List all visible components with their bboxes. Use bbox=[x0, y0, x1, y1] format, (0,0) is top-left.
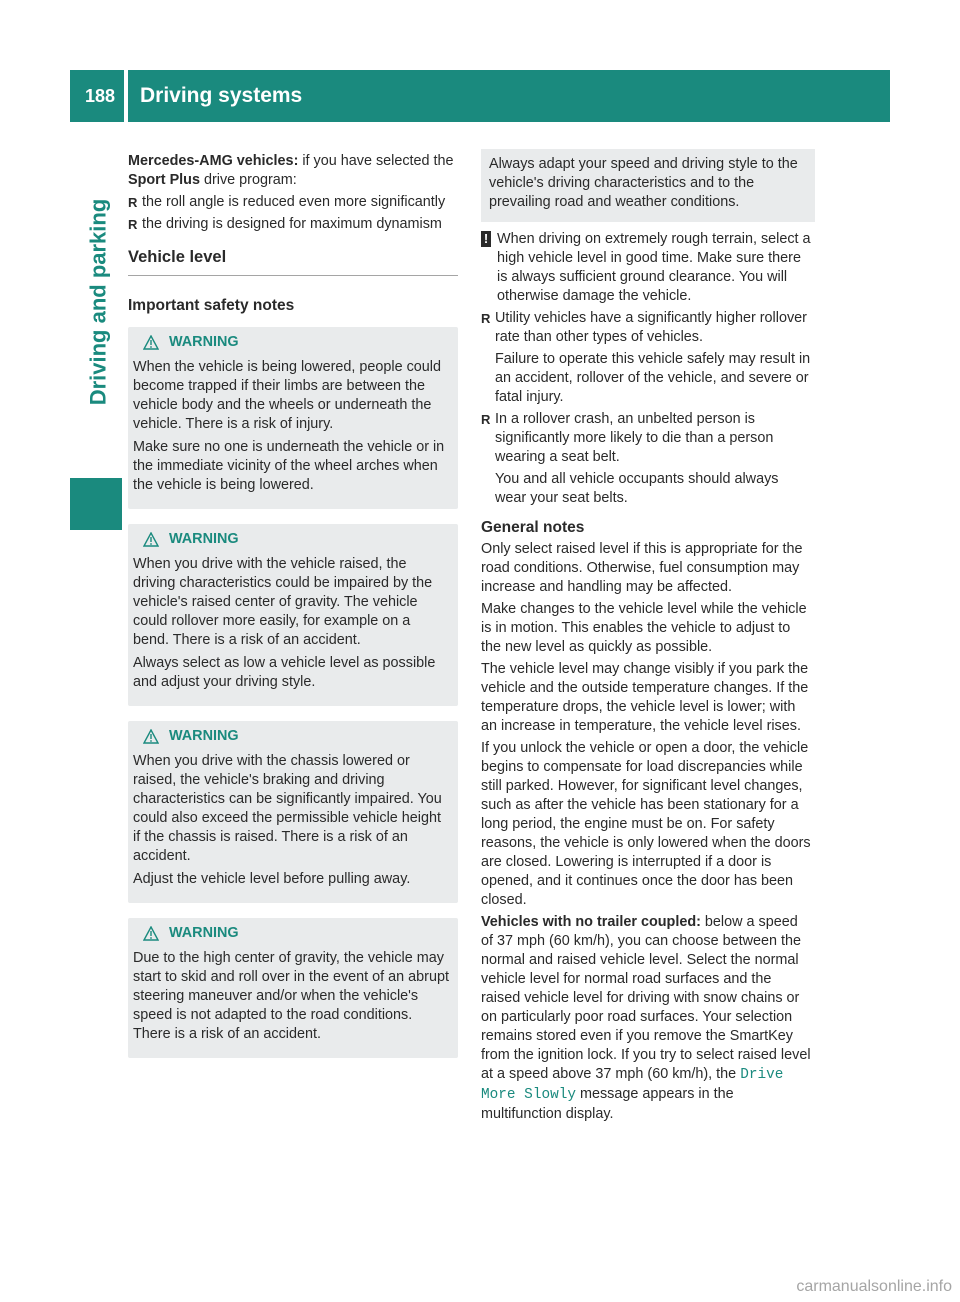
trailer-paragraph: Vehicles with no trailer coupled: below a speed of 37 mph (60 km/h), you can choose between the normal and raised vehicle level. Select the normal vehicle level for normal road surfaces and the raised vehicle level for driving with snow chains or on particularly poor road surfaces. Your selection remains stored even if you remove the SmartKey from the ignition lock. If you try to select raised level at a speed above 37 mph (60 km/h), the Drive More Slowly message appears in the multifunction display. bbox=[481, 914, 811, 1122]
warning-triangle-icon bbox=[143, 335, 159, 350]
side-tab-square bbox=[70, 478, 122, 530]
warning-box bbox=[128, 918, 458, 1058]
side-tab bbox=[72, 132, 124, 472]
warning-triangle-icon bbox=[143, 729, 159, 744]
warning-text: When you drive with the chassis lowered or raised, the vehicle's braking and driving characteristics can be significantly impaired. You could also exceed the permissible vehicle height if the chassis is raised. There is a risk of an accident. bbox=[133, 753, 442, 864]
right-column bbox=[481, 152, 811, 1127]
section-title: Driving systems bbox=[140, 84, 303, 107]
warning-text: Due to the high center of gravity, the vehicle may start to skid and roll over in the event of an abrupt steering maneuver and/or when the vehicle's speed is not adapted to the road conditions. There is a risk of an accident. bbox=[133, 950, 449, 1042]
display-message: Drive More Slowly bbox=[481, 1067, 784, 1103]
warning-title: WARNING bbox=[169, 334, 239, 350]
vehicle-level-heading: Vehicle level bbox=[128, 248, 458, 276]
warning-text: When the vehicle is being lowered, people could become trapped if their limbs are between the vehicle body and the wheels or underneath the vehicle. There is a risk of injury. bbox=[133, 359, 441, 432]
warning-box bbox=[128, 524, 458, 706]
watermark: carmanualsonline.info bbox=[796, 1278, 952, 1295]
bullet-icon: R bbox=[128, 217, 138, 232]
page-number: 188 bbox=[84, 86, 116, 106]
damage-notice: ! When driving on extremely rough terrain, select a high vehicle level in good time. Make sure there is always sufficient ground clearance. You will otherwise damage the vehicle. bbox=[481, 230, 811, 306]
list-item: R the roll angle is reduced even more significantly bbox=[128, 194, 446, 210]
left-column bbox=[128, 152, 458, 1073]
safety-notes-heading: Important safety notes bbox=[128, 297, 295, 314]
bullet-icon: R bbox=[481, 412, 491, 427]
notice-icon: ! bbox=[481, 231, 491, 247]
amg-intro: Mercedes-AMG vehicles: if you have selected the Sport Plus drive program: bbox=[128, 153, 454, 188]
bullet-icon: R bbox=[128, 195, 138, 210]
bullet-icon: R bbox=[481, 311, 491, 326]
list-item: R In a rollover crash, an unbelted person is significantly more likely to die than a person wearing a seat belt. bbox=[481, 411, 774, 465]
side-tab-label: Driving and parking bbox=[85, 198, 110, 406]
warning-box bbox=[128, 327, 458, 509]
paragraph: Only select raised level if this is appropriate for the road conditions. Otherwise, fuel consumption may increase and handling may be affected. bbox=[481, 541, 803, 595]
warning-text: Always select as low a vehicle level as possible and adjust your driving style. bbox=[133, 655, 436, 690]
list-item-continuation: You and all vehicle occupants should always wear your seat belts. bbox=[495, 471, 779, 506]
paragraph: Make changes to the vehicle level while the vehicle is in motion. This enables the vehicle to adjust to the new level as quickly as possible. bbox=[481, 601, 807, 655]
warning-box bbox=[128, 721, 458, 903]
warning-text: When you drive with the vehicle raised, the driving characteristics could be impaired by the vehicle's raised center of gravity. The vehicle could rollover more easily, for example on a bend. There is a risk of an accident. bbox=[133, 556, 433, 648]
warning-title: WARNING bbox=[169, 925, 239, 941]
warning-text: Make sure no one is underneath the vehicle or in the immediate vicinity of the wheel arches when the vehicle is being lowered. bbox=[133, 439, 445, 493]
list-item: R Utility vehicles have a significantly higher rollover rate than other types of vehicles. bbox=[481, 310, 807, 345]
warning-triangle-icon bbox=[143, 532, 159, 547]
warning-title: WARNING bbox=[169, 531, 239, 547]
adapt-speed-box: Always adapt your speed and driving style to the vehicle's driving characteristics and to the prevailing road and weather conditions. bbox=[481, 149, 815, 222]
warning-triangle-icon bbox=[143, 926, 159, 941]
header-divider bbox=[124, 70, 128, 122]
paragraph: If you unlock the vehicle or open a door, the vehicle begins to compensate for load discrepancies while still parked. However, for significant level changes, such as after the vehicle has been stationary for a long period, the engine must be on. For safety reasons, the vehicle is only lowered when the doors are closed. Lowering is interrupted if a door is opened, and it continues once the door has been closed. bbox=[481, 740, 811, 908]
warning-title: WARNING bbox=[169, 728, 239, 744]
general-notes-heading: General notes bbox=[481, 519, 585, 536]
list-item-continuation: Failure to operate this vehicle safely may result in an accident, rollover of the vehicle, and severe or fatal injury. bbox=[495, 351, 811, 405]
list-item: R the driving is designed for maximum dynamism bbox=[128, 216, 442, 232]
warning-text: Adjust the vehicle level before pulling away. bbox=[133, 871, 411, 887]
paragraph: The vehicle level may change visibly if you park the vehicle and the outside temperature changes. If the temperature drops, the vehicle level is lower; with an increase in temperature, the vehicle level rises. bbox=[481, 661, 809, 734]
